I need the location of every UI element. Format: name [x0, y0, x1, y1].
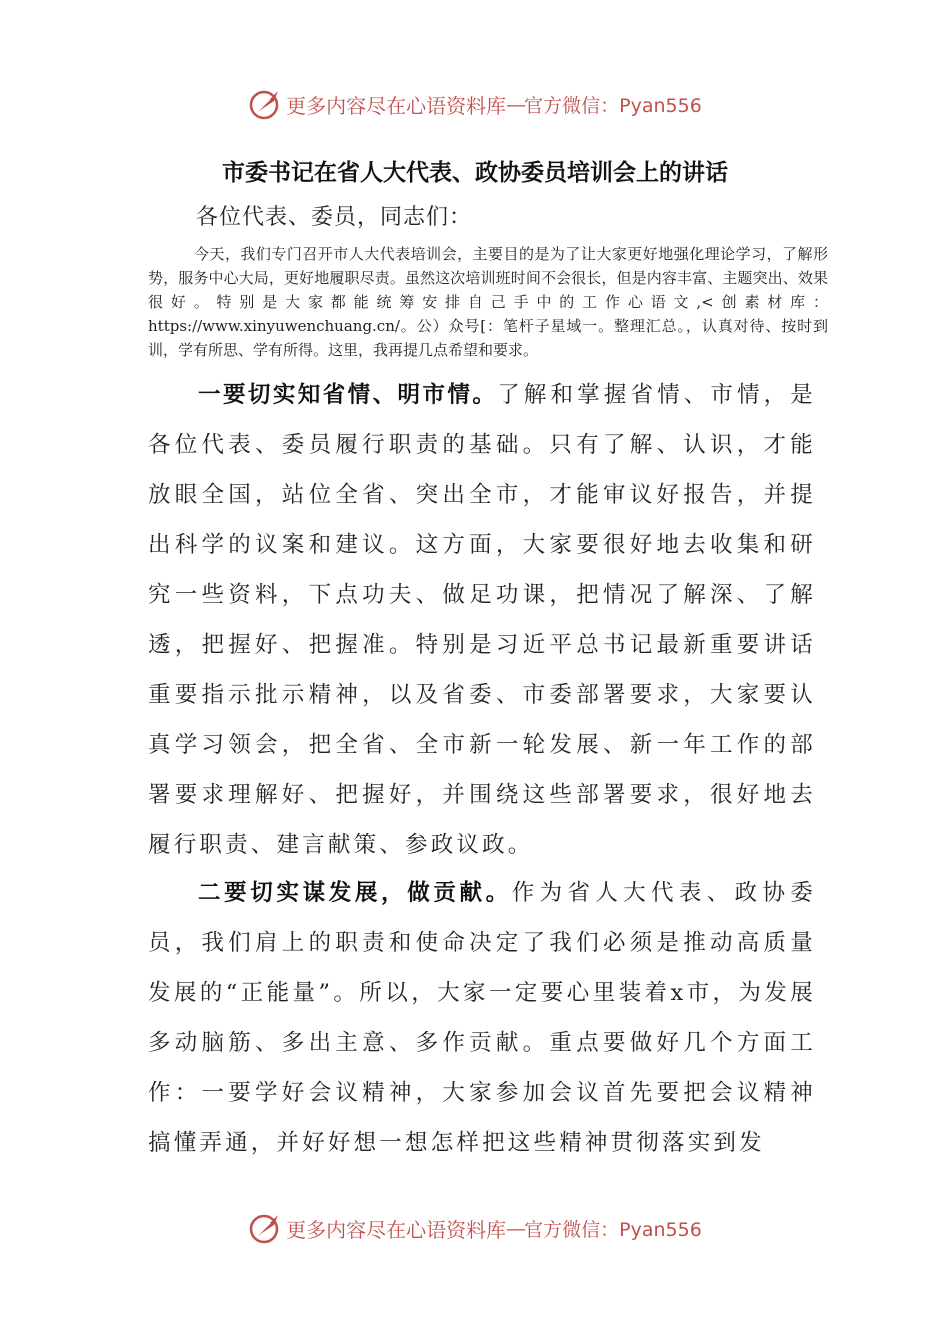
banner-wechat: 官方微信：Pyan556 — [524, 1218, 702, 1241]
section-body-1: 了解和掌握省情、市情，是各位代表、委员履行职责的基础。只有了解、认识，才能放眼全国，站位全省、突出全市，才能审议好报告，并提出科学的议案和建议。这方面，大家要很好地去收集和研究一些资料，下点功夫、做足功课，把情况了解深、了解透，把握好、把握准。特别是习近平总书记最新重要讲话重要指示批示精神，以及省委、市委部署要求，大家要认真学习领会，把全省、全市新一轮发展、新一年工作的部署要求理解好、把握好，并围绕这些部署要求，很好地去履行职责、建言献策、参政议政。 — [148, 382, 816, 858]
footer-banner — [0, 1208, 950, 1248]
section-paragraph-1 — [148, 370, 816, 870]
salutation: 各位代表、委员，同志们： — [196, 205, 473, 230]
page-title: 市委书记在省人大代表、政协委员培训会上的讲话 — [222, 159, 728, 186]
banner-text: 更多内容尽在心语资料库 — [286, 93, 507, 118]
intro-paragraph: 今天，我们专门召开市人大代表培训会，主要目的是为了让大家更好地强化理论学习，了解形势，服务中心大局，更好地履职尽责。虽然这次培训班时间不会很长，但是内容丰富、主题突出、效果很好。特别是大家都能统筹安排自己手中的工作心语文,<创素材库：https://www.xinyuwenchuang.cn/。公）众号[：笔杆子星域一。整理汇总。，认真对待、按时到训，学有所思、学有所得。这里，我再提几点希望和要求。 — [148, 245, 828, 359]
banner-dash: — — [506, 1216, 525, 1240]
section-heading-1: 一要切实知省情、明市情。 — [198, 382, 498, 408]
section-body-2: 作为省人大代表、政协委员，我们肩上的职责和使命决定了我们必须是推动高质量发展的“正能量”。所以，大家一定要心里装着x市，为发展多动脑筋、多出主意、多作贡献。重点要做好几个方面工作：一要学好会议精神，大家参加会议首先要把会议精神搞懂弄通，并好好想一想怎样把这些精神贯彻落实到发 — [148, 880, 816, 1156]
quill-logo-icon — [248, 87, 282, 121]
banner-dash: — — [506, 92, 525, 116]
header-banner — [0, 84, 950, 124]
section-paragraph-2 — [148, 868, 816, 1168]
section-heading-2: 二要切实谋发展，做贡献。 — [198, 880, 512, 906]
banner-text: 更多内容尽在心语资料库 — [286, 1217, 507, 1242]
banner-wechat: 官方微信：Pyan556 — [524, 94, 702, 117]
quill-logo-icon — [248, 1211, 282, 1245]
